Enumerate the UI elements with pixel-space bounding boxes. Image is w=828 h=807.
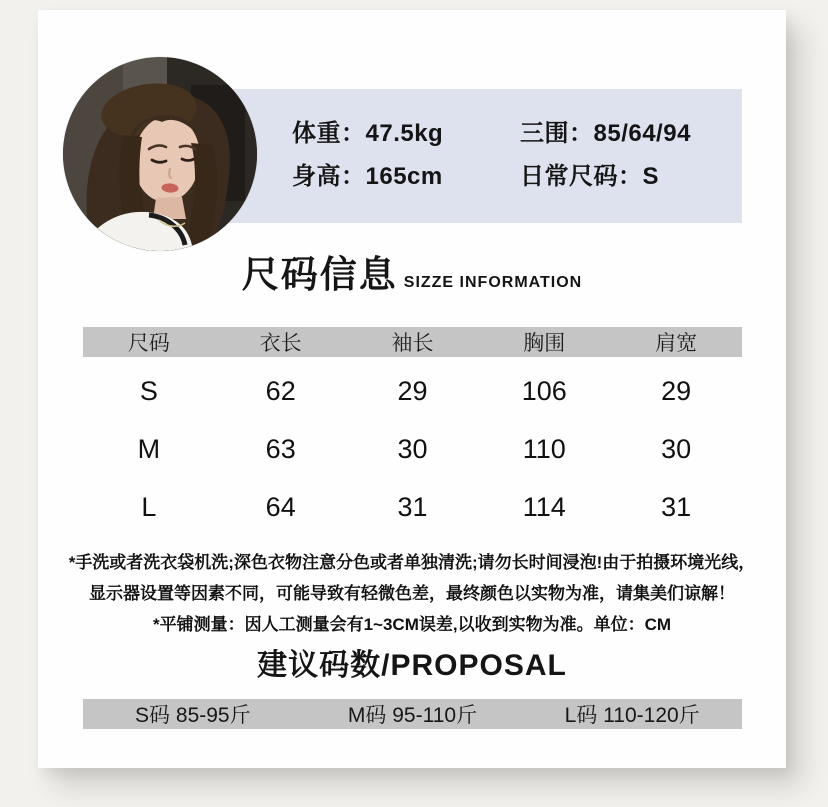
- cell-sleeve: 30: [397, 433, 428, 464]
- model-height: 身高：165cm: [292, 163, 443, 190]
- header-cell-sleeve: 袖长: [391, 332, 434, 355]
- table-row-l: [83, 478, 742, 536]
- cell-size: M: [137, 433, 161, 464]
- size-info-title-zh: 尺码信息: [241, 254, 398, 295]
- care-note-line-3: *平铺测量：因人工测量会有1~3CM误差,以收到实物为准。单位：CM: [152, 615, 672, 634]
- cell-bust: 114: [522, 491, 566, 522]
- table-row-m: [83, 420, 742, 478]
- cell-size: L: [141, 491, 157, 522]
- model-weight: 体重：47.5kg: [292, 120, 444, 147]
- header-cell-bust: 胸围: [523, 332, 566, 355]
- page-card: [38, 10, 786, 768]
- suggestion-size-l: L码 110-120斤: [564, 704, 700, 727]
- size-table: [83, 327, 742, 536]
- model-measurements: 三围：85/64/94: [520, 120, 691, 147]
- care-note-line-2: 显示器设置等因素不同，可能导致有轻微色差，最终颜色以实物为准，请集美们谅解！: [89, 584, 735, 603]
- size-info-title-en: SIZZE INFORMATION: [403, 274, 583, 291]
- cell-shoulder: 30: [661, 433, 692, 464]
- cell-shoulder: 31: [661, 491, 692, 522]
- size-info-title: [38, 256, 786, 293]
- cell-length: 64: [265, 491, 296, 522]
- table-row-s: [83, 362, 742, 420]
- cell-size: S: [139, 375, 158, 406]
- model-info-panel: [224, 89, 742, 223]
- cell-bust: 106: [521, 375, 567, 406]
- header-cell-size: 尺码: [127, 332, 170, 355]
- model-portrait-illustration: [63, 57, 257, 251]
- cell-length: 62: [265, 375, 296, 406]
- care-notes: [38, 547, 786, 640]
- care-note-line-1: *手洗或者洗衣袋机洗;深色衣物注意分色或者单独清洗;请勿长时间浸泡!由于拍摄环境光线，: [68, 553, 756, 572]
- size-table-header-row: [83, 327, 742, 357]
- proposal-title: 建议码数/PROPOSAL: [257, 649, 567, 682]
- size-suggestion-bar: [83, 699, 742, 729]
- model-daily-size: 日常尺码：S: [520, 163, 660, 190]
- cell-bust: 110: [522, 433, 566, 464]
- cell-sleeve: 29: [397, 375, 428, 406]
- header-cell-length: 衣长: [259, 332, 302, 355]
- cell-sleeve: 31: [397, 491, 428, 522]
- cell-length: 63: [265, 433, 296, 464]
- header-cell-shoulder: 肩宽: [655, 332, 698, 355]
- cell-shoulder: 29: [661, 375, 692, 406]
- suggestion-size-s: S码 85-95斤: [135, 704, 251, 727]
- suggestion-size-m: M码 95-110斤: [347, 704, 478, 727]
- model-photo: [63, 57, 257, 251]
